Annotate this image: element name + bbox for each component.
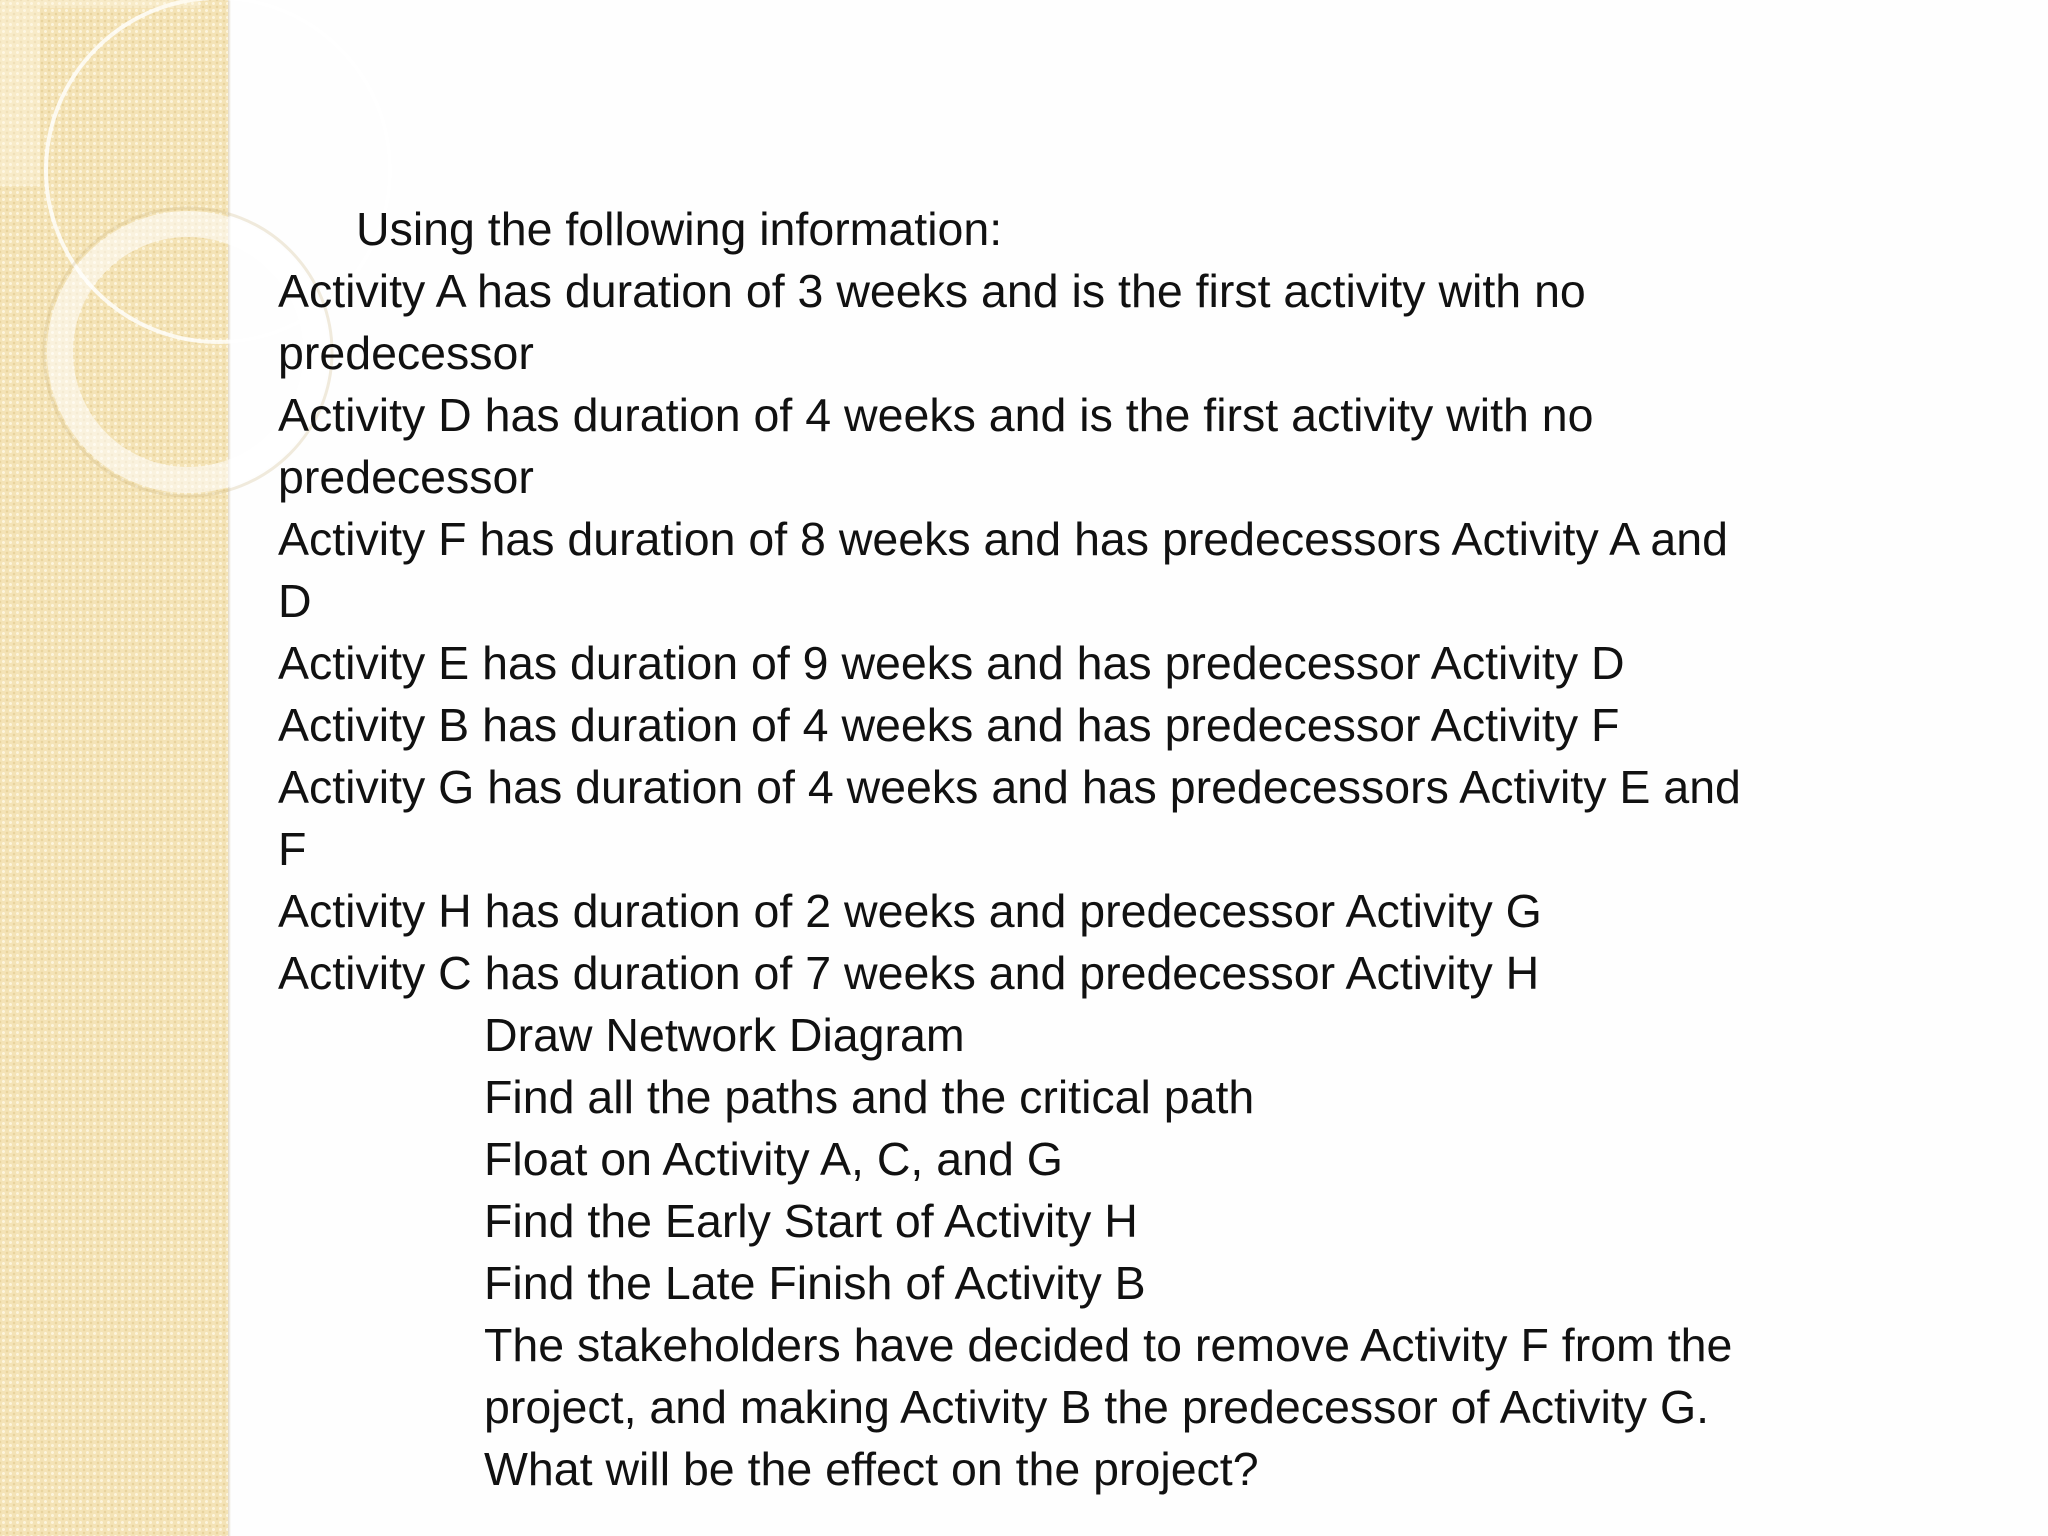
activity-line: Activity E has duration of 9 weeks and has predecessor Activity D [278, 637, 1625, 689]
activity-line: Activity D has duration of 4 weeks and is the first activity with no [278, 389, 1594, 441]
intro-line: Using the following information: [356, 203, 1003, 255]
task-line: Draw Network Diagram [484, 1009, 965, 1061]
activity-line: Activity G has duration of 4 weeks and has predecessors Activity E and [278, 761, 1741, 813]
task-line: The stakeholders have decided to remove Activity F from the [484, 1319, 1733, 1371]
activity-line: Activity H has duration of 2 weeks and predecessor Activity G [278, 885, 1542, 937]
decorative-corner-panel [0, 0, 200, 186]
task-line: Float on Activity A, C, and G [484, 1133, 1063, 1185]
activity-line: Activity F has duration of 8 weeks and has predecessors Activity A and [278, 513, 1729, 565]
activity-line: F [278, 823, 307, 875]
task-line: Find the Early Start of Activity H [484, 1195, 1138, 1247]
decorative-rings-graphic [0, 0, 240, 520]
activity-line: D [278, 575, 312, 627]
task-line: Find the Late Finish of Activity B [484, 1257, 1146, 1309]
slide-body [278, 198, 1968, 1500]
task-line: project, and making Activity B the predecessor of Activity G. [484, 1381, 1710, 1433]
task-line: Find all the paths and the critical path [484, 1071, 1255, 1123]
activity-line: Activity A has duration of 3 weeks and is the first activity with no [278, 265, 1586, 317]
activity-line: Activity B has duration of 4 weeks and has predecessor Activity F [278, 699, 1620, 751]
activity-line: predecessor [278, 327, 534, 379]
task-line: What will be the effect on the project? [484, 1443, 1259, 1495]
activity-line: Activity C has duration of 7 weeks and predecessor Activity H [278, 947, 1540, 999]
activity-line: predecessor [278, 451, 534, 503]
